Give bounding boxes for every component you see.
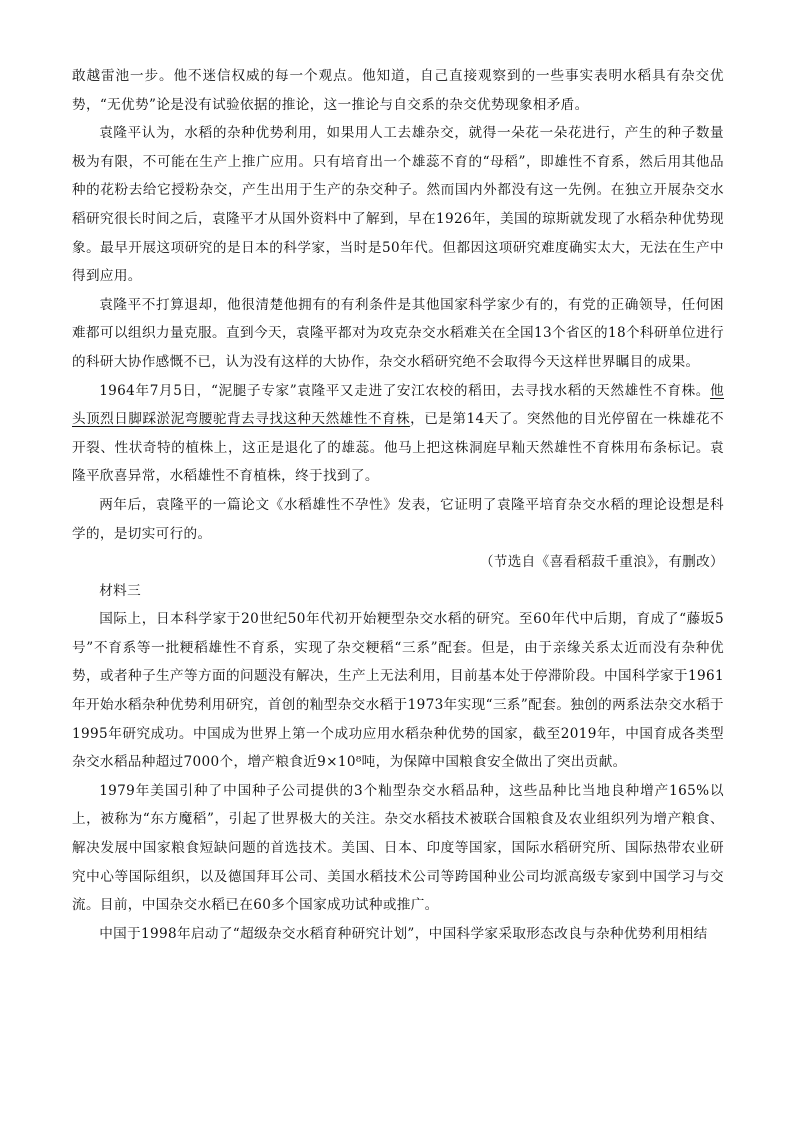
document-body — [72, 62, 724, 948]
underlined-sentence: 他头顶烈日脚踩淤泥弯腰驼背去寻找这种天然雄性不育株 — [72, 382, 724, 428]
paragraph-global-adoption: 1979年美国引种了中国种子公司提供的3个籼型杂交水稻品种，这些品种比当地良种增产165%以上，被称为“东方魔稻”，引起了世界极大的关注。杂交水稻技术被联合国粮食及农业组织列为增产粮食、解决发展中国家粮食短缺问题的首选技术。美国、日本、印度等国家，国际水稻研究所、国际热带农业研究中心等国际组织，以及德国拜耳公司、美国水稻技术公司等跨国种业公司均派高级专家到中国学习与交流。目前，中国杂交水稻已在60多个国家成功试种或推广。 — [72, 782, 724, 914]
paragraph-super-rice-plan: 中国于1998年启动了“超级杂交水稻育种研究计划”，中国科学家采取形态改良与杂种优势利用相结 — [99, 925, 708, 942]
paragraph-sterile-line-theory: 袁隆平认为，水稻的杂种优势利用，如果用人工去雄杂交，就得一朵花一朵花进行，产生的种子数量极为有限，不可能在生产上推广应用。只有培育出一个雄蕊不育的“母稻”，即雄性不育系，然后用其他品种的花粉去给它授粉杂交，产生出用于生产的杂交种子。然而国内外都没有这一先例。在独立开展杂交水稻研究很长时间之后，袁隆平才从国外资料中了解到，早在1926年，美国的琼斯就发现了水稻杂种优势现象。最早开展这项研究的是日本的科学家，当时是50年代。但都因这项研究难度确实太大，无法在生产中得到应用。 — [72, 125, 724, 285]
paragraph-collaboration: 袁隆平不打算退却，他很清楚他拥有的有利条件是其他国家科学家少有的，有党的正确领导，任何困难都可以组织力量克服。直到今天，袁隆平都对为攻克杂交水稻难关在全国13个省区的18个科研单位进行的科研大协作感慨不已，认为没有这样的大协作，杂交水稻研究绝不会取得今天这样世界瞩目的成果。 — [72, 296, 724, 370]
paragraph-international-research: 国际上，日本科学家于20世纪50年代初开始粳型杂交水稻的研究。至60年代中后期，育成了“藤坂5号”不育系等一批粳稻雄性不育系，实现了杂交粳稻“三系”配套。但是，由于亲缘关系太近而没有杂种优势，或者种子生产等方面的问题没有解决，生产上无法利用，目前基本处于停滞阶段。中国科学家于1961年开始水稻杂种优势利用研究，首创的籼型杂交水稻于1973年实现“三系”配套。独创的两系法杂交水稻于1995年研究成功。中国成为世界上第一个成功应用水稻杂种优势的国家，截至2019年，中国育成各类型杂交水稻品种超过7000个，增产粮食近9×10⁸吨，为保障中国粮食安全做出了突出贡献。 — [72, 611, 724, 771]
paragraph-continuation: 敢越雷池一步。他不迷信权威的每一个观点。他知道，自己直接观察到的一些事实表明水稻具有杂交优势，“无优势”论是没有试验依据的推论，这一推论与自交系的杂交优势现象相矛盾。 — [72, 68, 724, 113]
source-citation: （节选自《喜看稻菽千重浪》，有删改） — [479, 554, 724, 571]
paragraph-paper-published: 两年后，袁隆平的一篇论文《水稻雄性不孕性》发表，它证明了袁隆平培育杂交水稻的理论设想是科学的，是切实可行的。 — [72, 496, 724, 542]
paragraph-discovery — [72, 377, 724, 491]
discovery-text-start: 1964年7月5日，“泥腿子专家”袁隆平又走进了安江农校的稻田，去寻找水稻的天然雄性不育株。 — [99, 382, 711, 399]
material-three-heading: 材料三 — [99, 582, 142, 599]
discovery-text-end: ，已是第14天了。突然他的目光停留在一株雄花不开裂、性状奇特的植株上，这正是退化了的雄蕊。他马上把这株洞庭早籼天然雄性不育株用布条标记。袁隆平欣喜异常，水稻雄性不育植株，终于找到了。 — [72, 411, 724, 485]
